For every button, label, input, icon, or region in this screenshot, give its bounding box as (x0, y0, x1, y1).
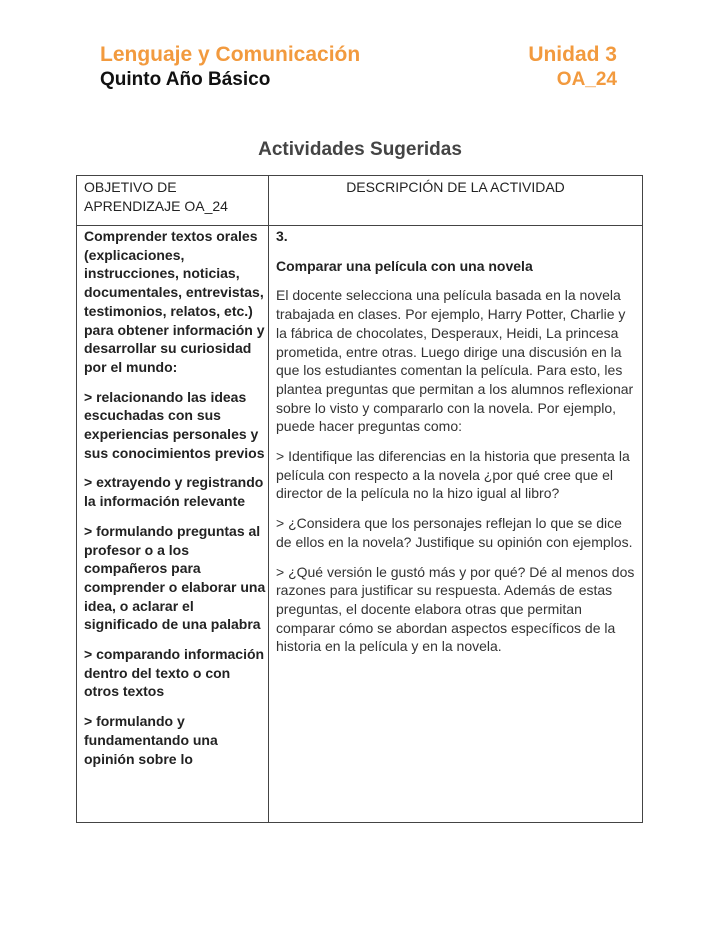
activity-question: > ¿Qué versión le gustó más y por qué? Dé al menos dos razones para justificar su respuesta. Además de estas preguntas, el docente elabora otras que permitan comparar cómo se abordan aspectos específicos de la historia en la película y en la novela. (276, 563, 635, 655)
objective-item: > relacionando las ideas escuchadas con sus experiencias personales y sus conocimientos previos (84, 388, 265, 461)
activities-table (76, 175, 643, 823)
activity-cell (276, 227, 638, 667)
oa-label: OA_24 (556, 69, 617, 90)
objective-item: > comparando información dentro del texto o con otros textos (84, 646, 265, 700)
activity-question: > ¿Considera que los personajes reflejan lo que se dice de ellos en la novela? Justifique su opinión con ejemplos. (276, 515, 633, 550)
objective-item: > extrayendo y registrando la información relevante (84, 474, 264, 510)
activity-title: Comparar una película con una novela (276, 257, 533, 274)
objective-intro: Comprender textos orales (explicaciones, instrucciones, noticias, documentales, entrevistas, testimonios, relatos, etc.) para obtener información y desarrollar su curiosidad por el mundo: (84, 228, 265, 375)
column-divider (268, 176, 269, 822)
header-objective: OBJETIVO DE APRENDIZAJE OA_24 (84, 179, 228, 214)
document-header-left (100, 42, 360, 92)
document-header-right (528, 42, 617, 92)
objective-item: > formulando preguntas al profesor o a los compañeros para comprender o elaborar una idea, o aclarar el significado de una palabra (84, 522, 266, 633)
section-title: Actividades Sugeridas (258, 139, 462, 160)
unit-label: Unidad 3 (528, 43, 617, 66)
objective-cell (84, 227, 266, 779)
activity-question: > Identifique las diferencias en la historia que presenta la película con respecto a la novela ¿por qué cree que el director de la película no la hizo igual al libro? (276, 448, 630, 502)
header-description: DESCRIPCIÓN DE LA ACTIVIDAD (346, 179, 565, 195)
subject-title: Lenguaje y Comunicación (100, 43, 361, 66)
grade-level: Quinto Año Básico (100, 69, 271, 90)
header-row-divider (77, 225, 642, 226)
objective-item: > formulando y fundamentando una opinión sobre lo (84, 713, 218, 767)
activity-number: 3. (276, 228, 288, 244)
activity-paragraph: El docente selecciona una película basada en la novela trabajada en clases. Por ejemplo, Harry Potter, Charlie y la fábrica de chocolates, Desperaux, Heidi, La princesa prometida, entre otras. Luego dirige una discusión en la que los estudiantes comentan la película. Para esto, les plantea preguntas que permitan a los alumnos reflexionar sobre lo visto y compararlo con la novela. Por ejemplo, puede hacer preguntas como: (276, 287, 634, 435)
